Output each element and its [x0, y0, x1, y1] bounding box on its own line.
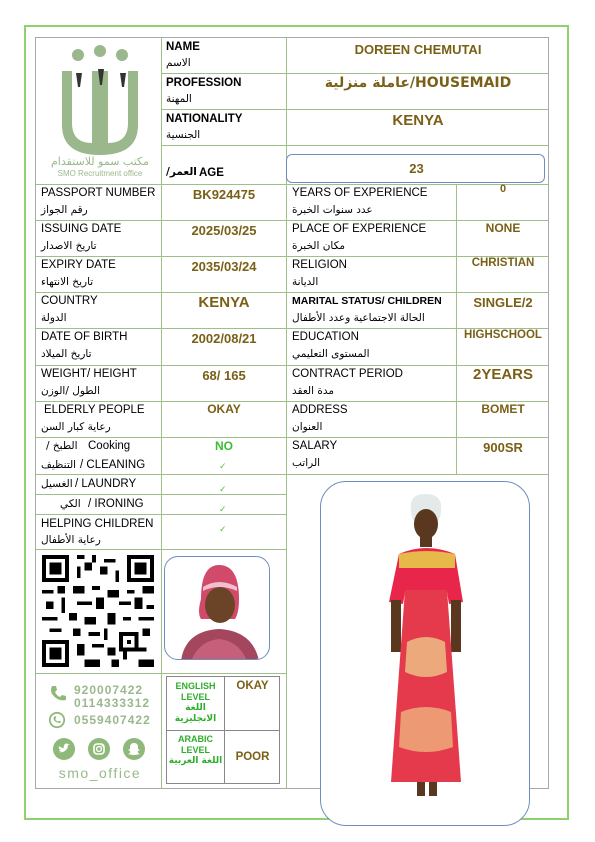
- laundry-label: / LAUNDRY: [75, 478, 137, 490]
- whatsapp-icon: [48, 711, 66, 729]
- weight-label-ar: الطول /الوزن: [41, 385, 100, 397]
- laundry-label-ar: الغسيل: [41, 478, 73, 490]
- grid-line: [35, 437, 549, 438]
- salary-label: SALARY: [292, 440, 338, 452]
- passport-label-ar: رقم الجواز: [41, 204, 88, 216]
- ironing-check: ✓: [219, 504, 227, 514]
- candidate-nationality: KENYA: [392, 112, 444, 129]
- country-value: KENYA: [198, 294, 250, 311]
- phone-icon: [48, 684, 68, 704]
- snapchat-icon[interactable]: [123, 738, 145, 760]
- weight-value: 68/ 165: [202, 368, 246, 383]
- profession-label-ar: المهنة: [166, 93, 192, 105]
- weight-label: WEIGHT/ HEIGHT: [41, 368, 137, 380]
- experience-label: YEARS OF EXPERIENCE: [292, 187, 428, 199]
- candidate-full-photo: [320, 481, 530, 826]
- religion-value: CHRISTIAN: [471, 257, 535, 269]
- nationality-label-ar: الجنسية: [166, 129, 201, 141]
- phone-number-3[interactable]: 0559407422: [74, 713, 151, 727]
- office-name-ar: مكتب سمو للاستقدام: [51, 155, 149, 168]
- expiry-date: 2035/03/24: [191, 259, 257, 274]
- candidate-portrait: [164, 556, 270, 660]
- english-level-value: OKAY: [236, 680, 269, 692]
- grid-line: [161, 73, 549, 74]
- grid-line: [35, 549, 286, 550]
- dob-label: DATE OF BIRTH: [41, 331, 128, 343]
- cooking-label: Cooking: [88, 440, 131, 452]
- contract-label-ar: مدة العقد: [292, 385, 334, 397]
- cooking-check: ✓: [219, 461, 227, 471]
- candidate-profession: عاملة منزلية/HOUSEMAID: [324, 75, 512, 91]
- place-label-ar: مكان الخبرة: [292, 240, 346, 252]
- place-label: PLACE OF EXPERIENCE: [292, 223, 427, 235]
- cooking-value: NO: [215, 439, 233, 453]
- marital-value: SINGLE/2: [473, 295, 533, 310]
- grid-line: [161, 145, 549, 146]
- religion-label-ar: الديانة: [292, 276, 319, 288]
- arabic-level-value: POOR: [235, 751, 270, 763]
- nationality-label: NATIONALITY: [166, 113, 243, 125]
- ironing-label-ar: الكي: [60, 498, 81, 510]
- grid-line: [286, 474, 287, 789]
- grid-line: [166, 730, 280, 731]
- name-label-ar: الاسم: [166, 57, 191, 69]
- ironing-label: / IRONING: [88, 498, 144, 510]
- address-label: ADDRESS: [292, 404, 348, 416]
- address-label-ar: العنوان: [292, 421, 323, 433]
- place-value: NONE: [485, 221, 521, 235]
- education-label-ar: المستوى التعليمي: [292, 348, 370, 360]
- office-name-en: SMO Recruitment office: [57, 169, 143, 178]
- social-handle: smo_office: [58, 765, 142, 781]
- education-label: EDUCATION: [292, 331, 359, 343]
- country-label: COUNTRY: [41, 295, 98, 307]
- grid-line: [286, 184, 287, 474]
- country-label-ar: الدولة: [41, 312, 67, 324]
- education-value: HIGHSCHOOL: [464, 329, 542, 341]
- experience-label-ar: عدد سنوات الخبرة: [292, 204, 373, 216]
- grid-line: [161, 109, 549, 110]
- experience-value: 0: [499, 183, 507, 195]
- profession-label: PROFESSION: [166, 77, 242, 89]
- children-label-ar: رعاية الأطفال: [41, 534, 101, 546]
- age-label-ar: العمر/: [166, 166, 197, 178]
- grid-line: [35, 474, 549, 475]
- contract-label: CONTRACT PERIOD: [292, 368, 403, 380]
- expiry-label-ar: تاريخ الانتهاء: [41, 276, 94, 288]
- issuing-label: ISSUING DATE: [41, 223, 122, 235]
- english-level-label: ENGLISH LEVEL اللغة الانجليزية: [174, 681, 217, 724]
- dob-label-ar: تاريخ الميلاد: [41, 348, 92, 360]
- phone-number-1[interactable]: 920007422: [74, 683, 144, 697]
- candidate-name: DOREEN CHEMUTAI: [354, 42, 482, 57]
- issuing-label-ar: تاريخ الاصدار: [41, 240, 97, 252]
- salary-label-ar: الراتب: [292, 457, 321, 469]
- smo-logo: [44, 43, 156, 178]
- twitter-icon[interactable]: [53, 738, 75, 760]
- dob-value: 2002/08/21: [191, 331, 257, 346]
- cleaning-label: / CLEANING: [80, 459, 146, 471]
- name-label: NAME: [166, 41, 200, 53]
- children-label: HELPING CHILDREN: [41, 518, 154, 530]
- grid-line: [35, 514, 286, 515]
- salary-value: 900SR: [483, 440, 523, 455]
- arabic-level-label: ARABIC LEVEL اللغة العربية: [168, 734, 223, 766]
- phone-number-2[interactable]: 0114333312: [74, 696, 151, 710]
- elderly-value: OKAY: [207, 402, 241, 416]
- qr-code: [42, 555, 154, 667]
- grid-line: [35, 673, 286, 674]
- elderly-label-ar: رعاية كبار السن: [41, 421, 111, 433]
- grid-line: [35, 494, 286, 495]
- cooking-label-ar: الطبخ /: [46, 440, 78, 452]
- grid-line: [35, 292, 549, 293]
- elderly-label: ELDERLY PEOPLE: [44, 404, 145, 416]
- expiry-label: EXPIRY DATE: [41, 259, 116, 271]
- issuing-date: 2025/03/25: [191, 223, 257, 238]
- instagram-icon[interactable]: [88, 738, 110, 760]
- contract-value: 2YEARS: [472, 366, 534, 383]
- marital-label-ar: الحالة الاجتماعية وعدد الأطفال: [292, 312, 425, 324]
- passport-label: PASSPORT NUMBER: [41, 187, 156, 199]
- address-value: BOMET: [481, 402, 525, 416]
- marital-label: MARITAL STATUS/ CHILDREN: [292, 295, 442, 307]
- religion-label: RELIGION: [292, 259, 347, 271]
- children-check: ✓: [219, 524, 227, 534]
- passport-number: BK924475: [192, 187, 256, 202]
- cleaning-label-ar: التنظيف: [41, 459, 77, 471]
- laundry-check: ✓: [219, 484, 227, 494]
- candidate-age: 23: [409, 161, 424, 176]
- age-label: AGE: [199, 167, 224, 179]
